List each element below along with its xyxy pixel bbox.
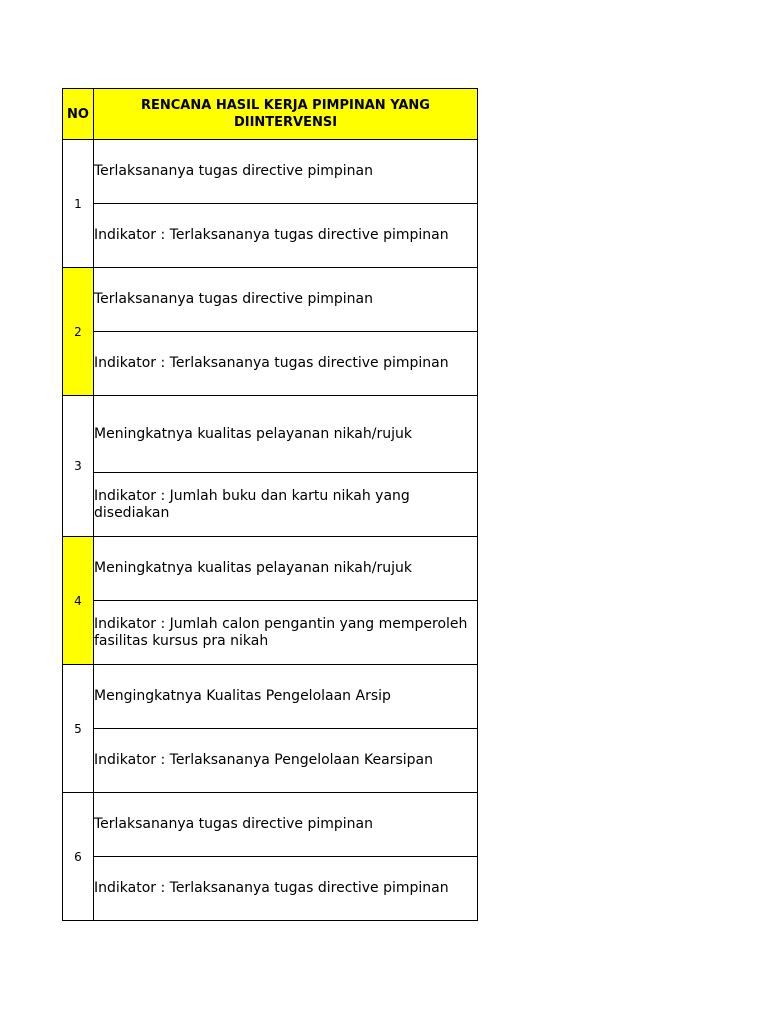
table-row [63,729,478,793]
row-number: 6 [63,793,94,921]
row-number: 3 [63,396,94,537]
table-row [63,268,478,332]
table-row [63,332,478,396]
indicator-cell: Indikator : Terlaksananya tugas directive pimpinan [94,857,478,921]
result-cell: Terlaksananya tugas directive pimpinan [94,268,478,332]
table-row [63,665,478,729]
result-cell: Meningkatnya kualitas pelayanan nikah/rujuk [94,537,478,601]
table-row [63,140,478,204]
indicator-cell: Indikator : Jumlah buku dan kartu nikah yang disediakan [94,473,478,537]
table-row [63,396,478,473]
row-number: 2 [63,268,94,396]
indicator-cell: Indikator : Terlaksananya tugas directive pimpinan [94,204,478,268]
table-row [63,473,478,537]
table-row [63,857,478,921]
table-row [63,537,478,601]
table-row [63,601,478,665]
indicator-cell: Indikator : Jumlah calon pengantin yang memperoleh fasilitas kursus pra nikah [94,601,478,665]
row-number: 1 [63,140,94,268]
plan-table [62,88,478,921]
header-row [63,89,478,140]
header-no: NO [63,89,94,140]
indicator-cell: Indikator : Terlaksananya tugas directive pimpinan [94,332,478,396]
table-row [63,204,478,268]
result-cell: Terlaksananya tugas directive pimpinan [94,140,478,204]
result-cell: Meningkatnya kualitas pelayanan nikah/rujuk [94,396,478,473]
row-number: 4 [63,537,94,665]
header-title: RENCANA HASIL KERJA PIMPINAN YANG DIINTERVENSI [94,89,478,140]
result-cell: Terlaksananya tugas directive pimpinan [94,793,478,857]
indicator-cell: Indikator : Terlaksananya Pengelolaan Kearsipan [94,729,478,793]
table-row [63,793,478,857]
result-cell: Mengingkatnya Kualitas Pengelolaan Arsip [94,665,478,729]
row-number: 5 [63,665,94,793]
